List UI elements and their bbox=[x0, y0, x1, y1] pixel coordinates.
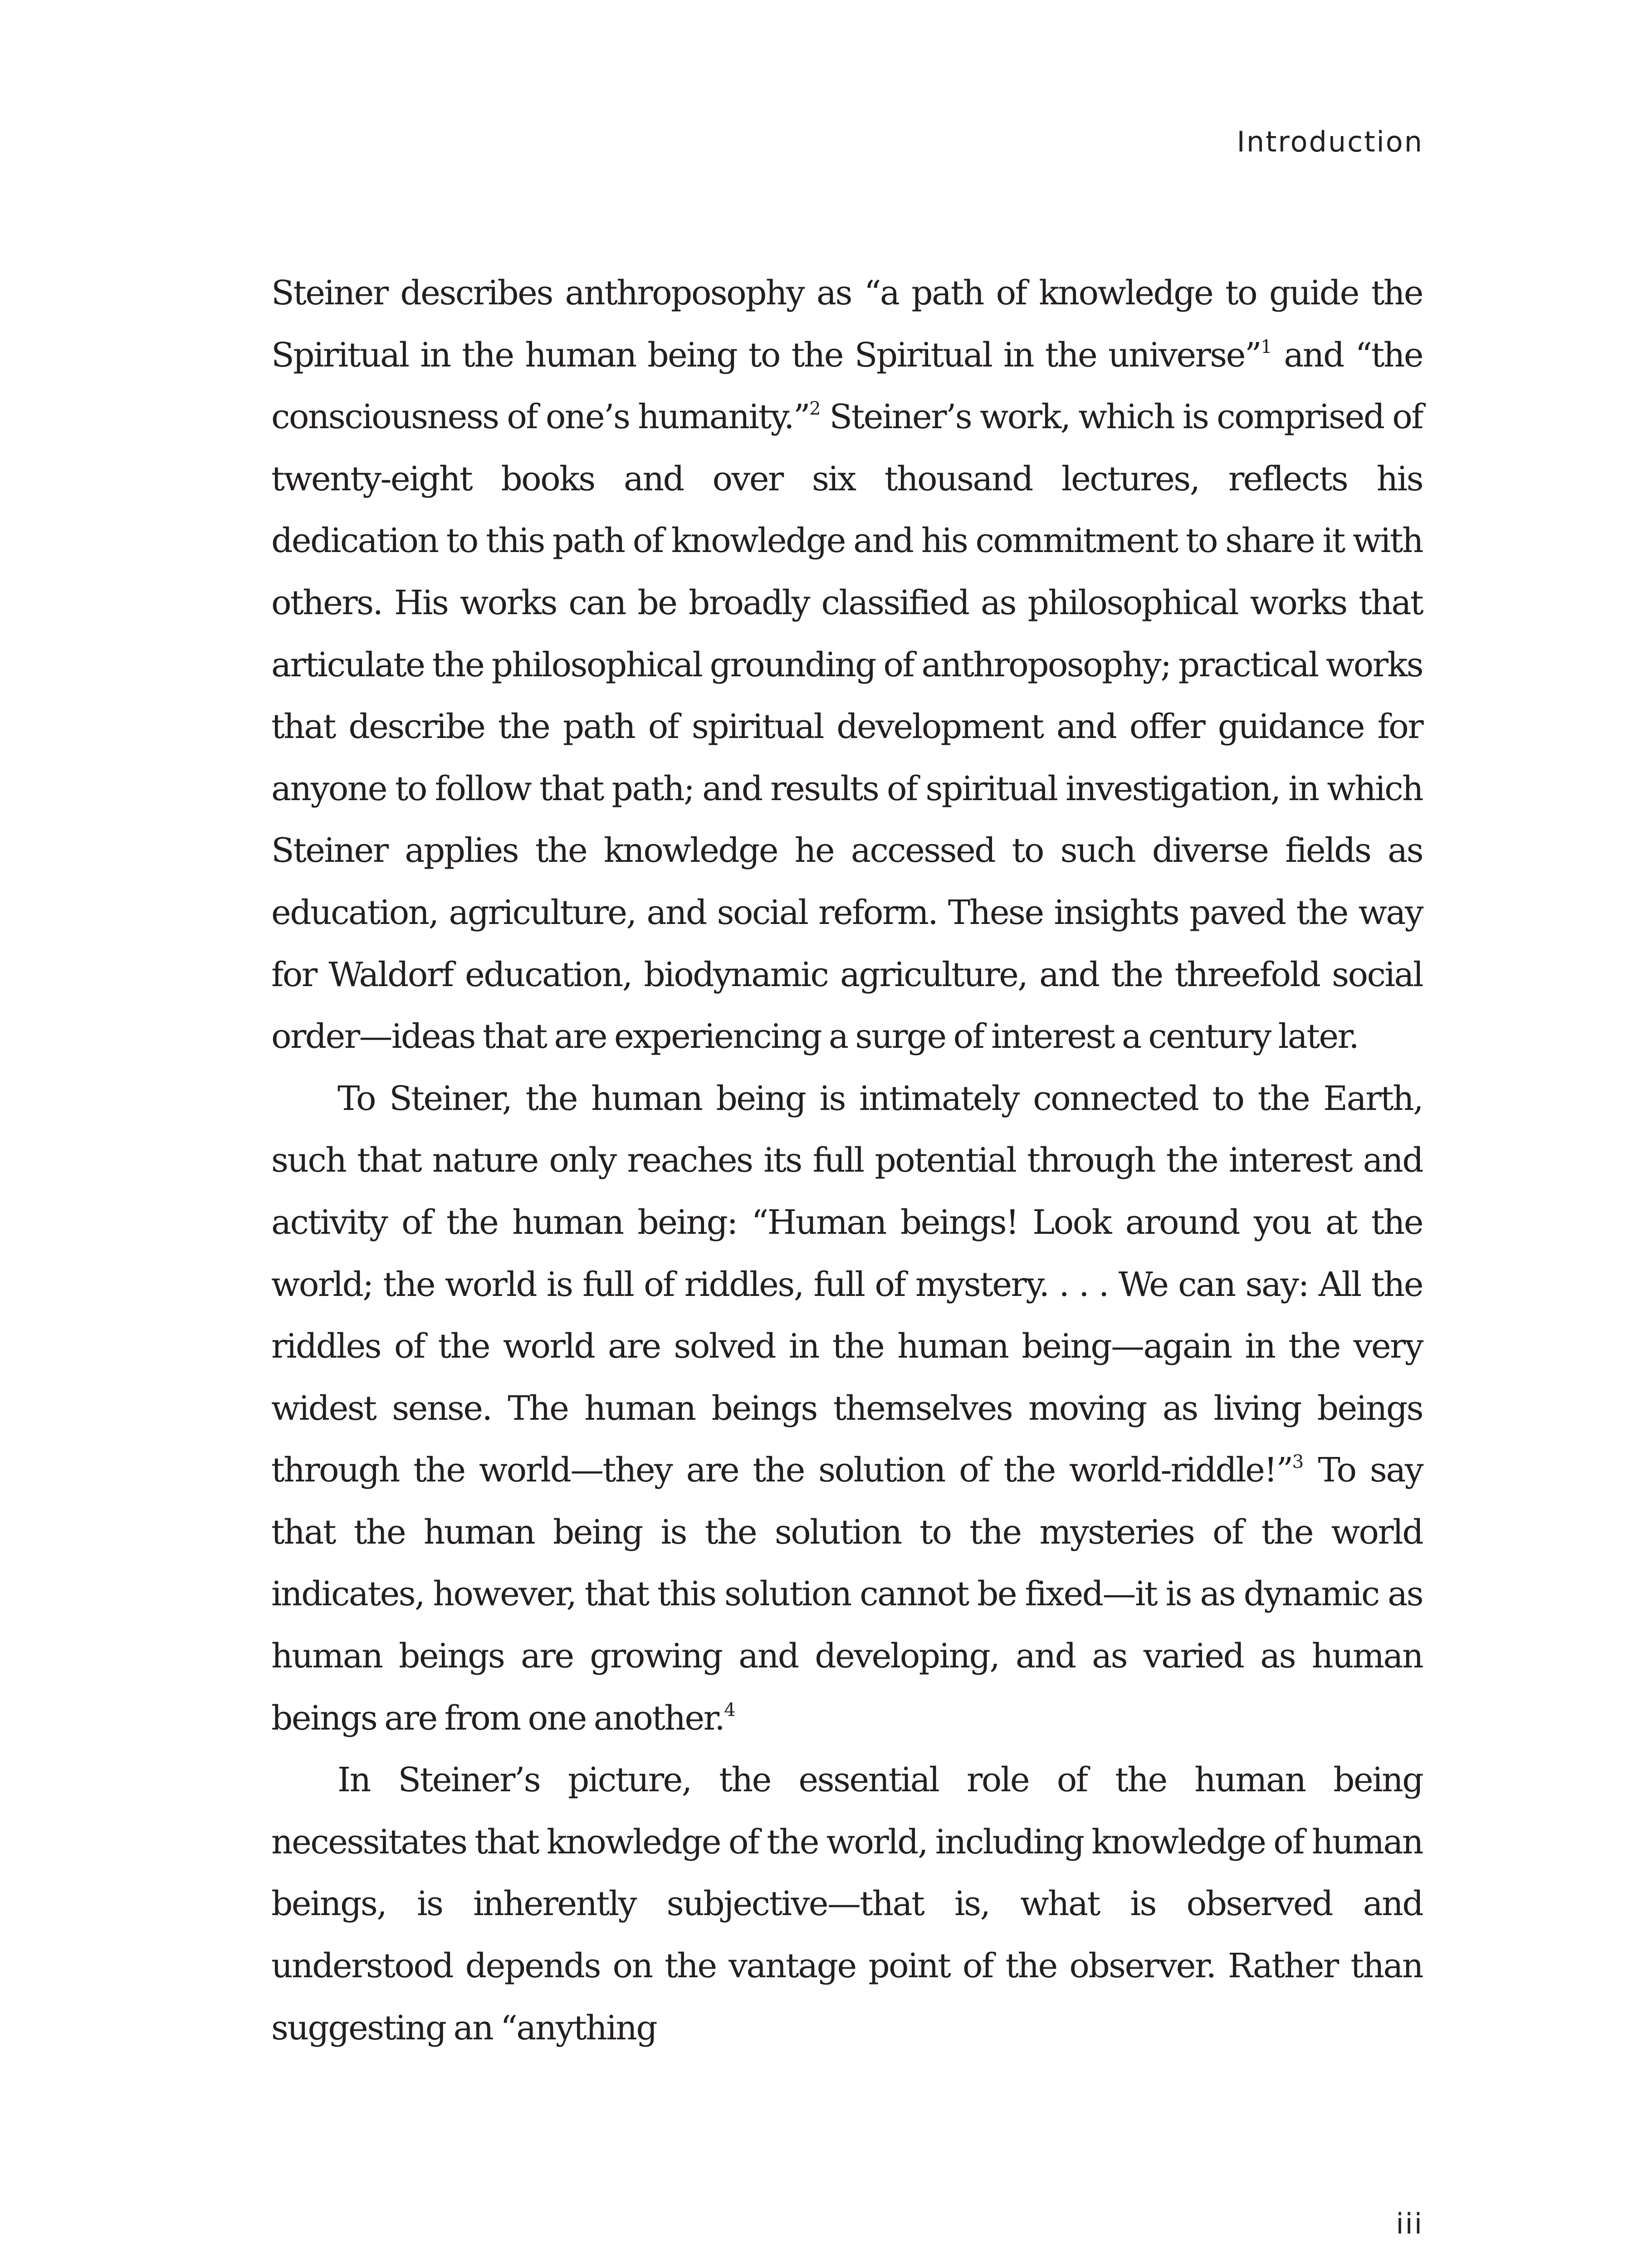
text-run: In Steiner’s picture, the essential role of the human being necessitates that knowledge of the world, including knowledge of human beings, is inherently subjective—that is, what is observed and understood depends on the vantage point of the observer. Rather than suggesting an “anything bbox=[271, 1760, 1423, 2048]
text-run: To Steiner, the human being is intimately connected to the Earth, such that nature only reaches its full potential through the interest and activity of the human being: “Human beings! Look around you at the world; the world is full of riddles, full of mystery. . . . We can say: All the riddles of the world are solved in the human being—again in the very widest sense. The human beings themselves moving as living beings through the world—they are the solution of the world-riddle!” bbox=[271, 1079, 1423, 1490]
footnote-marker[interactable]: 3 bbox=[1292, 1452, 1304, 1473]
running-head: Introduction bbox=[1237, 125, 1423, 158]
paragraph bbox=[271, 1749, 1423, 2059]
body-text bbox=[271, 262, 1423, 2059]
paragraph bbox=[271, 262, 1423, 1068]
text-run: Steiner’s work, which is comprised of twenty-eight books and over six thousand lectures, reflects his dedication to this path of knowledge and his commitment to share it with others. His works can be broadly classified as philosophical works that articulate the philosophical grounding of anthroposophy; practical works that describe the path of spiritual development and offer guidance for anyone to follow that path; and results of spiritual investigation, in which Steiner applies the knowledge he accessed to such diverse fields as education, agriculture, and social reform. These insights paved the way for Waldorf education, biodynamic agriculture, and the threefold social order—ideas that are experiencing a surge of interest a century later. bbox=[271, 397, 1423, 1056]
text-run: Steiner describes anthroposophy as “a path of knowledge to guide the Spiritual in the human being to the Spiritual in the universe” bbox=[271, 274, 1423, 375]
footnote-marker[interactable]: 4 bbox=[724, 1699, 736, 1721]
footnote-marker[interactable]: 2 bbox=[809, 398, 821, 420]
page-number: iii bbox=[1396, 2207, 1423, 2240]
footnote-marker[interactable]: 1 bbox=[1261, 336, 1272, 357]
text-run: and “the consciousness of one’s humanity.” bbox=[271, 335, 1423, 437]
paragraph bbox=[271, 1068, 1423, 1750]
text-run: To say that the human being is the solution to the mysteries of the world indicates, however, that this solution cannot be fixed—it is as dynamic as human beings are growing and developing, and as varied as human beings are from one another. bbox=[271, 1451, 1423, 1738]
